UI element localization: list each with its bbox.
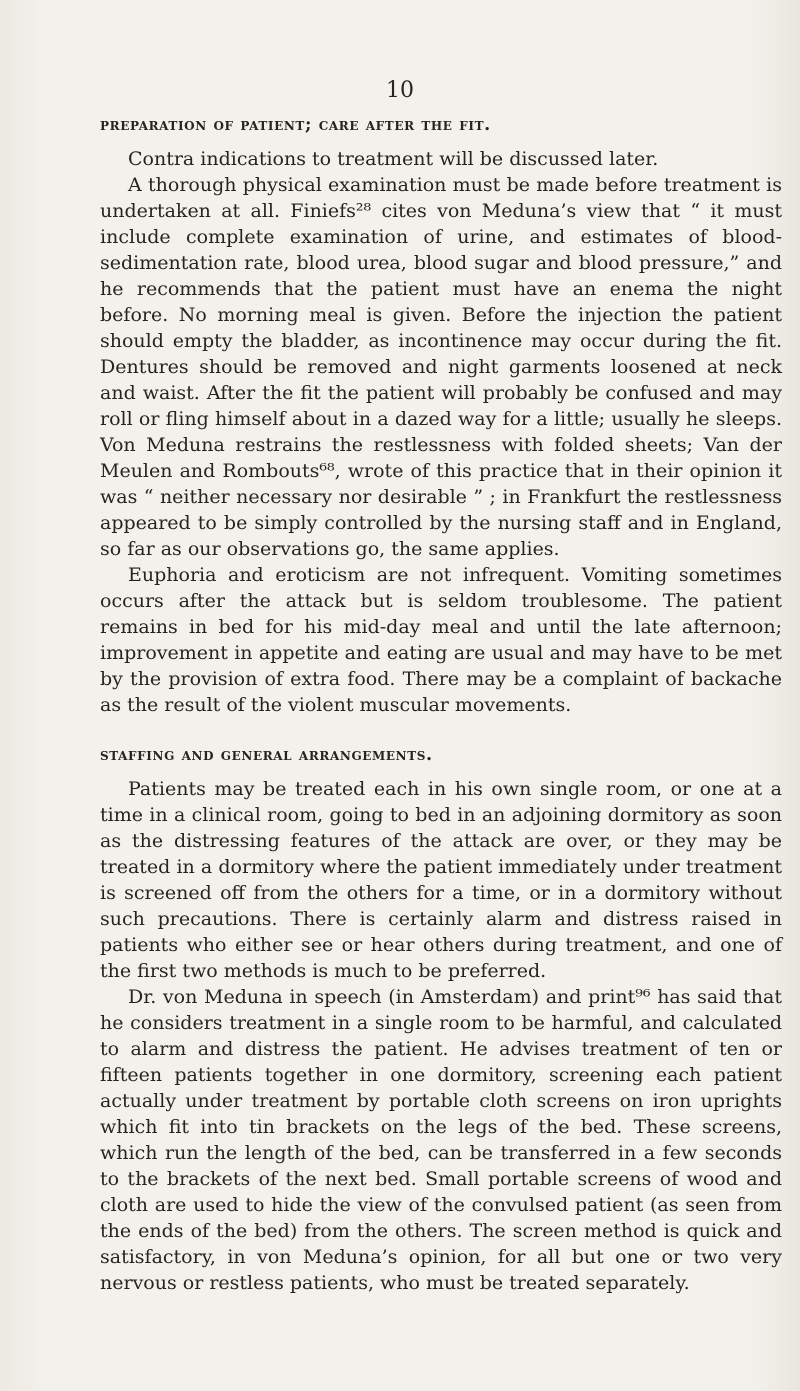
paragraph: A thorough physical examination must be made before treatment is undertaken at all. Finiefs²⁸ cites von Meduna’s view that “ it must include complete examination of urine, and estimates of blood-sedimentation rate, blood urea, blood sugar and blood pressure,” and he recommends that the patient must have an enema the night before. No morning meal is given. Before the injection the patient should empty the bladder, as incontinence may occur during the fit. Dentures should be removed and night garments loosened at neck and waist. After the fit the patient will probably be confused and may roll or fling himself about in a dazed way for a little; usually he sleeps. Von Meduna restrains the restlessness with folded sheets; Van der Meulen and Rombouts⁶⁸, wrote of this practice that in their opinion it was “ neither necessary nor desirable ” ; in Frankfurt the restlessness appeared to be simply controlled by the nursing staff and in England, so far as our observations go, the same applies. <box>100 174 782 560</box>
section-preparation <box>100 112 782 718</box>
paragraph: Dr. von Meduna in speech (in Amsterdam) and print⁹⁶ has said that he considers treatment in a single room to be harmful, and calculated to alarm and distress the patient. He advises treatment of ten or fifteen patients together in one dormitory, screening each patient actually under treatment by portable cloth screens on iron uprights which fit into tin brackets on the legs of the bed. These screens, which run the length of the bed, can be transferred in a few seconds to the brackets of the next bed. Small portable screens of wood and cloth are used to hide the view of the convulsed patient (as seen from the ends of the bed) from the others. The screen method is quick and satisfactory, in von Meduna’s opinion, for all but one or two very nervous or restless patients, who must be treated separately. <box>100 986 782 1294</box>
paragraph: Patients may be treated each in his own single room, or one at a time in a clinical room, going to bed in an adjoining dormitory as soon as the distressing features of the attack are over, or they may be treated in a dormitory where the patient immediately under treatment is screened off from the others for a time, or in a dormitory without such precautions. There is certainly alarm and distress raised in patients who either see or hear others during treatment, and one of the first two methods is much to be preferred. <box>100 778 782 982</box>
paragraph: Euphoria and eroticism are not infrequent. Vomiting sometimes occurs after the attack but is seldom troublesome. The patient remains in bed for his mid-day meal and until the late afternoon; improvement in appetite and eating are usual and may have to be met by the provision of extra food. There may be a complaint of backache as the result of the violent muscular movements. <box>100 564 782 716</box>
page-number: 10 <box>386 78 414 103</box>
section-heading: preparation of patient; care after the fit. <box>100 115 491 135</box>
section-staffing <box>100 742 782 1296</box>
section-heading: staffing and general arrangements. <box>100 745 433 765</box>
page-body <box>100 112 782 1296</box>
paragraph: Contra indications to treatment will be discussed later. <box>128 148 659 170</box>
